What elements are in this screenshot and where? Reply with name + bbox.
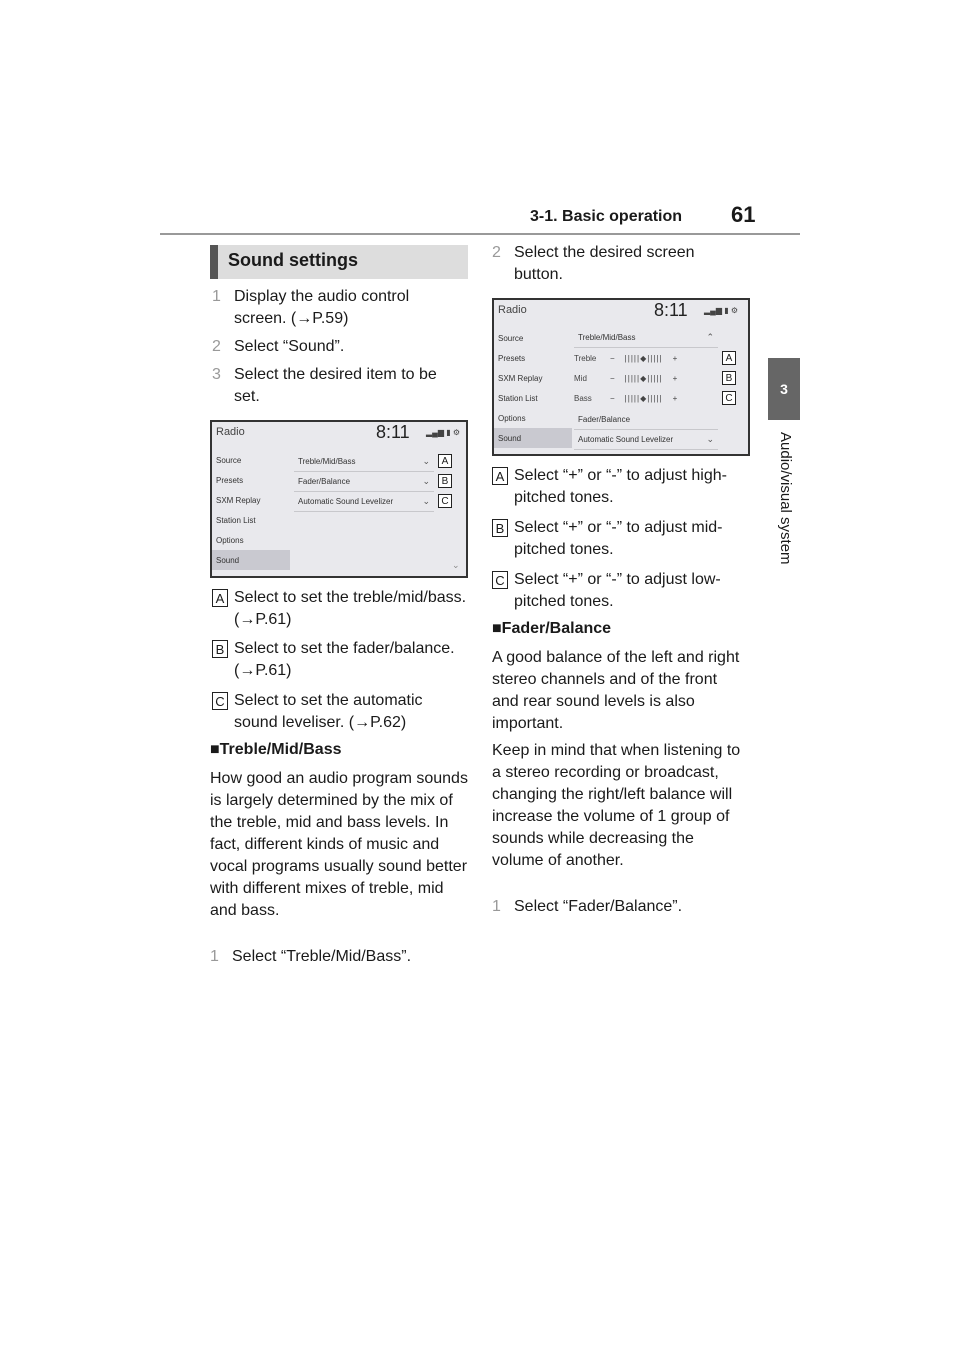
plus-button[interactable]: +	[672, 373, 678, 383]
treble-paragraph: How good an audio program sounds is largely determined by the mix of the treble, mid and bass levels. In fact, different kinds of music and vocal programs usually sound better with different mixes of treble, mid and bass.	[210, 770, 468, 919]
audio-sound-screen	[210, 420, 468, 578]
menu-options[interactable]: Options	[216, 535, 244, 545]
scroll-down-icon[interactable]: ⌄	[452, 560, 460, 570]
row-fader-balance[interactable]: Fader/Balance	[574, 410, 718, 430]
section-title: 3-1. Basic operation	[530, 208, 683, 225]
legend-c: C Select to set the automatic sound leveliser. (→P.62)	[212, 690, 468, 734]
menu-presets[interactable]: Presets	[498, 353, 526, 363]
plus-button[interactable]: +	[672, 353, 678, 363]
callout-b: B	[438, 474, 452, 488]
fader-step-1: 1 Select “Fader/Balance”.	[492, 898, 683, 915]
treble-step-1: 1 Select “Treble/Mid/Bass”.	[210, 948, 412, 965]
menu-source[interactable]: Source	[216, 455, 242, 465]
row-auto-sound-levelizer[interactable]: Automatic Sound Levelizer ⌄	[294, 492, 434, 512]
header-rule	[160, 233, 800, 235]
slider-bass: Bass − |||||◆||||| +	[574, 393, 678, 403]
treble-mid-bass-screen	[492, 298, 750, 456]
step-2-right: 2 Select the desired screen button.	[492, 244, 695, 283]
minus-button[interactable]: −	[610, 353, 615, 363]
callout-c: C	[438, 494, 452, 508]
sound-settings-heading: Sound settings	[210, 245, 468, 279]
slider-track[interactable]: |||||◆|||||	[624, 353, 663, 363]
chapter-label: Audio/visual system	[777, 432, 794, 565]
callout-a: A	[438, 454, 452, 468]
chevron-down-icon: ⌄	[422, 476, 430, 486]
callout-c: C	[722, 391, 736, 405]
chevron-down-icon: ⌄	[422, 496, 430, 506]
chevron-down-icon: ⌄	[422, 456, 430, 466]
slider-track[interactable]: |||||◆|||||	[624, 373, 663, 383]
slider-treble: Treble − |||||◆||||| +	[574, 353, 678, 363]
chapter-tab: 3	[768, 358, 800, 420]
legend-a: A Select to set the treble/mid/bass. (→P.61)	[212, 587, 468, 631]
signal-icon: ▂▄▆ ▮ ⚙	[704, 306, 738, 315]
step-2: 2 Select “Sound”.	[212, 338, 345, 355]
screen-title: Radio	[216, 426, 245, 438]
legend-b: B Select to set the fader/balance. (→P.61)	[212, 638, 468, 682]
fader-paragraph-1: A good balance of the left and right stereo channels and of the front and rear sound levels is also important.	[492, 649, 740, 732]
row-treble-mid-bass[interactable]: Treble/Mid/Bass ⌃	[574, 328, 718, 348]
callout-a: A	[722, 351, 736, 365]
source-menu	[494, 328, 572, 448]
legend-a: A Select “+” or “-” to adjust high-pitched tones.	[492, 465, 748, 509]
clock: 8:11	[376, 422, 410, 442]
signal-icon: ▂▄▆ ▮ ⚙	[426, 428, 460, 437]
minus-button[interactable]: −	[610, 373, 615, 383]
legend-b: B Select “+” or “-” to adjust mid-pitched tones.	[492, 517, 748, 561]
row-auto-sound-levelizer[interactable]: Automatic Sound Levelizer ⌄	[574, 430, 718, 450]
treble-heading: ■Treble/Mid/Bass	[210, 741, 342, 758]
step-1: 1 Display the audio control screen. (→P.59)	[212, 288, 410, 327]
page-number: 61	[731, 202, 756, 227]
menu-source[interactable]: Source	[498, 333, 524, 343]
plus-button[interactable]: +	[672, 393, 678, 403]
minus-button[interactable]: −	[610, 393, 615, 403]
slider-track[interactable]: |||||◆|||||	[624, 393, 663, 403]
menu-options[interactable]: Options	[498, 413, 526, 423]
menu-sound[interactable]: Sound	[212, 550, 290, 570]
screen-title: Radio	[498, 304, 527, 316]
source-menu	[212, 450, 290, 570]
chevron-down-icon: ⌄	[706, 434, 714, 444]
step-3: 3 Select the desired item to be set.	[212, 366, 437, 405]
clock: 8:11	[654, 300, 688, 320]
chevron-up-icon: ⌃	[706, 332, 714, 342]
row-treble-mid-bass[interactable]: Treble/Mid/Bass ⌄	[294, 452, 434, 472]
callout-b: B	[722, 371, 736, 385]
menu-sxm-replay[interactable]: SXM Replay	[498, 373, 543, 383]
menu-station-list[interactable]: Station List	[498, 393, 538, 403]
legend-c: C Select “+” or “-” to adjust low-pitched tones.	[492, 569, 748, 613]
menu-presets[interactable]: Presets	[216, 475, 244, 485]
menu-sound[interactable]: Sound	[494, 428, 572, 448]
menu-sxm-replay[interactable]: SXM Replay	[216, 495, 261, 505]
fader-paragraph-2: Keep in mind that when listening to a stereo recording or broadcast, changing the right/left balance will increase the volume of 1 group of sounds while decreasing the volume of another.	[492, 742, 741, 869]
slider-mid: Mid − |||||◆||||| +	[574, 373, 678, 383]
fader-heading: ■Fader/Balance	[492, 620, 612, 637]
row-fader-balance[interactable]: Fader/Balance ⌄	[294, 472, 434, 492]
menu-station-list[interactable]: Station List	[216, 515, 256, 525]
